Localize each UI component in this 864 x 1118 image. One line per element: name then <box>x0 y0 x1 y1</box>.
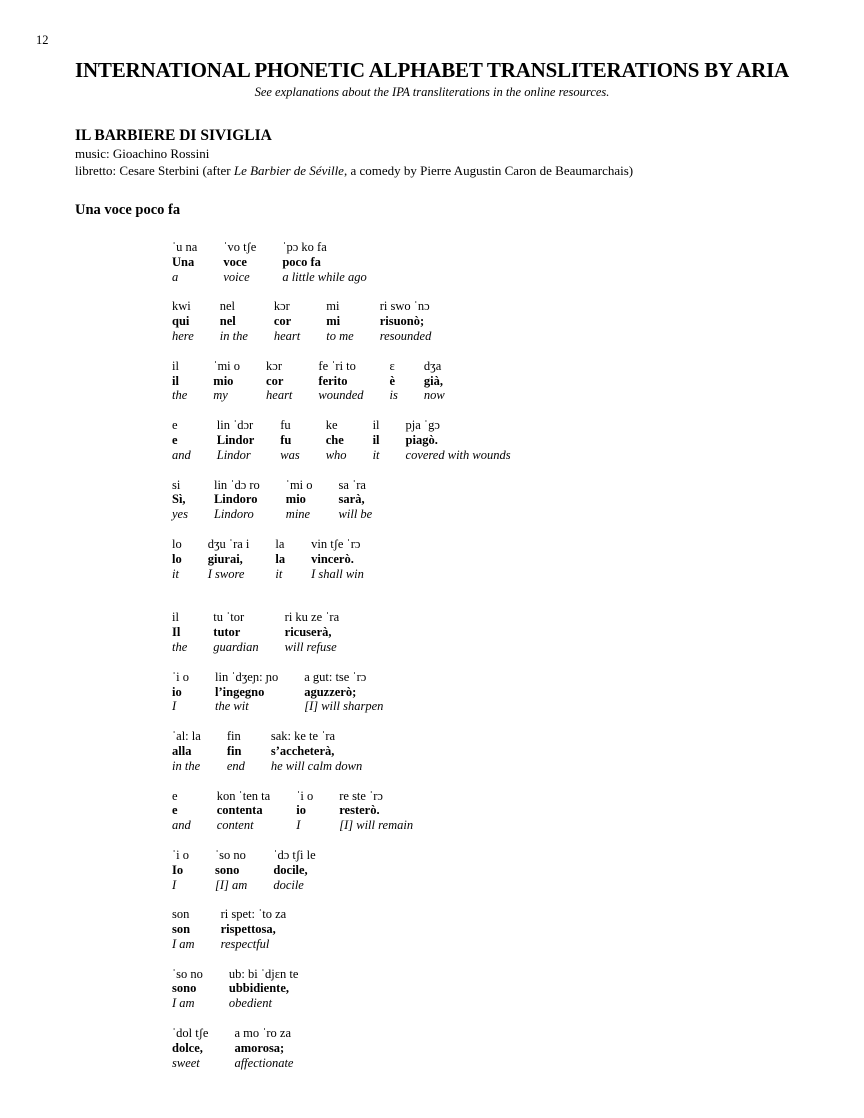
word-column <box>339 478 373 522</box>
ipa-line: ˈal: la <box>172 729 201 744</box>
italian-line: il <box>372 432 380 447</box>
italian-line: amorosa; <box>234 1040 285 1055</box>
ipa-line: si <box>172 477 181 492</box>
word-column <box>172 789 191 833</box>
word-column <box>213 610 258 654</box>
word-column <box>390 359 398 403</box>
ipa-line: ˈso no <box>215 847 246 862</box>
english-line: affectionate <box>234 1055 294 1070</box>
word-column <box>285 610 339 654</box>
english-line: yes <box>172 507 188 522</box>
english-line: [I] am <box>215 877 248 892</box>
ipa-line: e <box>172 788 178 803</box>
ipa-line: ri ku ze ˈra <box>284 610 340 625</box>
english-line: docile <box>273 877 304 892</box>
word-column <box>227 729 245 773</box>
english-line: a little while ago <box>282 269 367 284</box>
english-line: and <box>172 447 191 462</box>
english-line: wounded <box>318 388 364 403</box>
verse-group <box>172 670 864 714</box>
ipa-line: sak: ke te ˈra <box>270 729 336 744</box>
english-line: in the <box>219 328 248 343</box>
main-title: INTERNATIONAL PHONETIC ALPHABET TRANSLITERATIONS BY ARIA <box>74 58 790 82</box>
english-line: voice <box>223 269 250 284</box>
italian-line: fu <box>280 432 292 447</box>
ipa-line: nel <box>219 299 236 314</box>
italian-line: l’ingegno <box>215 684 265 699</box>
italian-line: piagò. <box>405 432 438 447</box>
word-column <box>221 907 287 951</box>
word-column <box>172 1026 208 1070</box>
ipa-line: ˈi o <box>172 669 190 684</box>
italian-line: il <box>172 373 179 388</box>
verse-group <box>172 240 864 284</box>
english-line: sweet <box>172 1055 200 1070</box>
italian-line: è <box>389 373 396 388</box>
italian-line: sono <box>215 862 240 877</box>
verse-group <box>172 907 864 951</box>
italian-line: sarà, <box>338 492 365 507</box>
italian-line: ubbidiente, <box>228 981 289 996</box>
english-line: was <box>280 447 300 462</box>
word-column <box>280 418 299 462</box>
word-column <box>172 610 187 654</box>
ipa-line: il <box>172 610 179 625</box>
italian-line: rispettosa, <box>220 922 276 937</box>
stanza <box>172 240 864 581</box>
ipa-line: lin ˈdʒeɲ: ɲo <box>215 669 279 684</box>
word-column <box>172 299 194 343</box>
italian-line: voce <box>223 254 247 269</box>
opera-title: IL BARBIERE DI SIVIGLIA <box>75 127 272 144</box>
english-line: it <box>275 566 283 581</box>
word-column <box>339 789 413 833</box>
italian-line: vincerò. <box>311 551 354 566</box>
ipa-line: dʒa <box>423 358 442 373</box>
italian-line: ricuserà, <box>284 625 332 640</box>
ipa-line: pja ˈgɔ <box>405 418 440 433</box>
word-column <box>318 359 363 403</box>
verse-group <box>172 1026 864 1070</box>
italian-line: son <box>172 922 191 937</box>
english-line: I shall win <box>311 566 364 581</box>
ipa-line: il <box>372 418 380 433</box>
word-column <box>172 478 188 522</box>
stanza <box>172 610 864 1070</box>
verse-group <box>172 359 864 403</box>
ipa-line: ri spet: ˈto za <box>220 907 287 922</box>
english-line: he will calm down <box>270 758 363 773</box>
italian-line: la <box>275 551 286 566</box>
english-line: content <box>216 818 254 833</box>
italian-line: resterò. <box>339 803 380 818</box>
ipa-line: kwi <box>172 299 191 314</box>
word-column <box>326 418 347 462</box>
word-column <box>215 670 278 714</box>
italian-line: lo <box>172 551 182 566</box>
english-line: the <box>172 639 188 654</box>
ipa-line: ˈso no <box>172 966 203 981</box>
verse-block <box>172 240 864 1070</box>
italian-line: poco fa <box>282 254 321 269</box>
italian-line: che <box>325 432 344 447</box>
libretto-work-title: Le Barbier de Séville <box>233 163 344 178</box>
libretto-prefix: libretto: Cesare Sterbini (after <box>75 163 234 178</box>
english-line: will be <box>338 507 373 522</box>
verse-group <box>172 418 864 462</box>
english-line: I <box>296 818 301 833</box>
italian-line: sono <box>172 981 197 996</box>
italian-line: cor <box>266 373 284 388</box>
ipa-line: lin ˈdɔ ro <box>213 477 260 492</box>
ipa-line: kɔr <box>273 299 290 314</box>
italian-line: giurai, <box>207 551 243 566</box>
italian-line: Una <box>172 254 195 269</box>
ipa-line: ˈi o <box>172 847 190 862</box>
verse-group <box>172 299 864 343</box>
english-line: to me <box>326 328 354 343</box>
ipa-line: ˈvo tʃe <box>223 240 257 254</box>
word-column <box>296 789 313 833</box>
english-line: [I] will remain <box>339 818 414 833</box>
italian-line: aguzzerò; <box>304 684 357 699</box>
italian-line: Sì, <box>172 492 186 507</box>
ipa-line: mi <box>326 299 340 314</box>
word-column <box>311 537 364 581</box>
ipa-line: ˈdɔ tʃi le <box>273 847 316 862</box>
english-line: [I] will sharpen <box>304 699 384 714</box>
verse-group <box>172 478 864 522</box>
word-column <box>172 240 197 284</box>
italian-line: dolce, <box>172 1040 203 1055</box>
english-line: the wit <box>215 699 249 714</box>
word-column <box>304 670 383 714</box>
ipa-line: ri swo ˈnɔ <box>379 299 430 314</box>
word-column <box>217 418 255 462</box>
verse-group <box>172 729 864 773</box>
italian-line: tutor <box>213 625 241 640</box>
italian-line: mio <box>213 373 234 388</box>
english-line: I am <box>172 996 195 1011</box>
word-column <box>275 537 285 581</box>
word-column <box>172 359 187 403</box>
english-line: a <box>172 269 179 284</box>
word-column <box>172 967 203 1011</box>
english-line: will refuse <box>284 639 337 654</box>
ipa-line: sa ˈra <box>338 477 366 492</box>
english-line: end <box>226 758 245 773</box>
ipa-line: fe ˈri to <box>318 358 356 373</box>
italian-line: fin <box>226 743 242 758</box>
italian-line: Lindoro <box>213 492 258 507</box>
ipa-line: kon ˈten ta <box>216 788 271 803</box>
italian-line: cor <box>273 314 292 329</box>
ipa-line: ˈi o <box>296 788 314 803</box>
verse-group <box>172 789 864 833</box>
english-line: obedient <box>228 996 272 1011</box>
english-line: covered with wounds <box>405 447 511 462</box>
ipa-line: fu <box>280 418 291 433</box>
italian-line: risuonò; <box>379 314 425 329</box>
ipa-line: ub: bi ˈdjɛn te <box>228 966 299 981</box>
english-line: heart <box>273 328 301 343</box>
italian-line: qui <box>172 314 190 329</box>
italian-line: ferito <box>318 373 348 388</box>
aria-title: Una voce poco fa <box>75 202 181 218</box>
verse-group <box>172 848 864 892</box>
word-column <box>424 359 445 403</box>
ipa-line: dʒu ˈra i <box>207 536 250 551</box>
word-column <box>215 848 247 892</box>
word-column <box>223 240 256 284</box>
word-column <box>273 848 315 892</box>
ipa-line: lin ˈdɔr <box>216 418 254 433</box>
ipa-line: vin tʃe ˈrɔ <box>311 536 361 551</box>
libretto-credit <box>75 163 864 179</box>
english-line: resounded <box>379 328 432 343</box>
italian-line: io <box>296 803 306 818</box>
word-column <box>380 299 432 343</box>
english-line: and <box>172 818 191 833</box>
word-column <box>172 537 182 581</box>
english-line: I <box>172 877 177 892</box>
ipa-line: tu ˈtor <box>213 610 245 625</box>
word-column <box>286 478 313 522</box>
verse-group <box>172 537 864 581</box>
word-column <box>172 729 201 773</box>
english-line: my <box>213 388 228 403</box>
italian-line: mio <box>285 492 306 507</box>
italian-line: contenta <box>216 803 263 818</box>
ipa-line: ke <box>325 418 338 433</box>
ipa-line: ˈu na <box>172 240 198 254</box>
english-line: Lindoro <box>213 507 254 522</box>
english-line: guardian <box>213 639 259 654</box>
ipa-line: e <box>172 418 178 433</box>
word-column <box>271 729 362 773</box>
word-column <box>217 789 270 833</box>
word-column <box>406 418 511 462</box>
verse-group <box>172 610 864 654</box>
english-line: I am <box>172 936 195 951</box>
ipa-line: kɔr <box>266 358 282 373</box>
ipa-line: a gut: tse ˈrɔ <box>304 669 367 684</box>
ipa-line: la <box>275 536 285 551</box>
english-line: respectful <box>220 936 270 951</box>
italian-line: già, <box>423 373 443 388</box>
ipa-line: a mo ˈro za <box>234 1026 292 1041</box>
italian-line: Il <box>172 625 181 640</box>
english-line: mine <box>285 507 311 522</box>
english-line: I swore <box>207 566 245 581</box>
ipa-line: ˈdol tʃe <box>172 1026 209 1041</box>
english-line: who <box>325 447 347 462</box>
english-line: here <box>172 328 194 343</box>
page-number: 12 <box>36 33 49 47</box>
english-line: it <box>372 447 380 462</box>
english-line: heart <box>266 388 293 403</box>
word-column <box>274 299 300 343</box>
word-column <box>172 848 189 892</box>
italian-line: alla <box>172 743 192 758</box>
word-column <box>214 478 260 522</box>
libretto-suffix: , a comedy by Pierre Augustin Caron de Beaumarchais) <box>343 163 634 178</box>
word-column <box>208 537 250 581</box>
italian-line: s’accheterà, <box>270 743 335 758</box>
opera-section <box>75 127 864 179</box>
word-column <box>282 240 366 284</box>
italian-line: e <box>172 432 178 447</box>
english-line: now <box>423 388 445 403</box>
ipa-line: re ste ˈrɔ <box>339 788 383 803</box>
english-line: is <box>389 388 398 403</box>
ipa-line: ˈmi o <box>213 358 241 373</box>
word-column <box>234 1026 293 1070</box>
word-column <box>213 359 240 403</box>
word-column <box>172 418 191 462</box>
english-line: the <box>172 388 188 403</box>
english-line: I <box>172 699 177 714</box>
ipa-line: ˈpɔ ko fa <box>282 240 327 254</box>
subtitle: See explanations about the IPA transliterations in the online resources. <box>254 85 610 99</box>
ipa-line: son <box>172 907 190 922</box>
italian-line: e <box>172 803 178 818</box>
italian-line: io <box>172 684 182 699</box>
italian-line: nel <box>219 314 236 329</box>
italian-line: mi <box>326 314 341 329</box>
word-column <box>172 670 189 714</box>
word-column <box>172 907 195 951</box>
ipa-line: ɛ <box>389 358 395 373</box>
italian-line: Lindor <box>216 432 255 447</box>
word-column <box>326 299 353 343</box>
verse-group <box>172 967 864 1011</box>
ipa-line: lo <box>172 536 182 551</box>
music-credit: music: Gioachino Rossini <box>75 146 210 161</box>
english-line: it <box>172 566 179 581</box>
word-column <box>229 967 298 1011</box>
italian-line: docile, <box>273 862 308 877</box>
word-column <box>220 299 248 343</box>
word-column <box>373 418 380 462</box>
italian-line: Io <box>172 862 184 877</box>
english-line: Lindor <box>216 447 251 462</box>
word-column <box>266 359 292 403</box>
ipa-line: ˈmi o <box>285 477 313 492</box>
english-line: in the <box>172 758 201 773</box>
ipa-line: fin <box>226 729 241 744</box>
ipa-line: il <box>172 358 179 373</box>
